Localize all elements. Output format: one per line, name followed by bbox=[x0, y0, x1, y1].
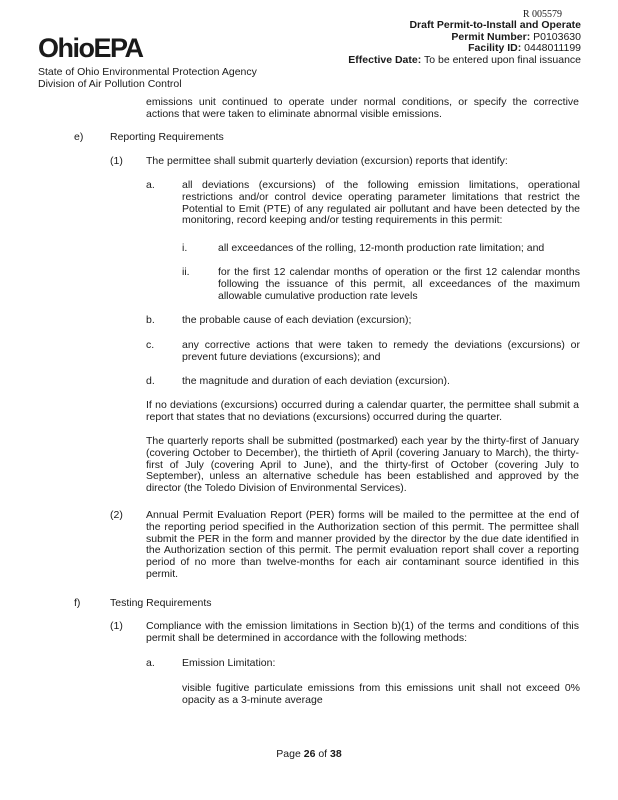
item-f1-label: (1) bbox=[110, 620, 123, 632]
effective-date-label: Effective Date: bbox=[348, 53, 422, 66]
quarterly-reports-paragraph: The quarterly reports shall be submitted (postmarked) each year by the thirty-first of January (covering October to December), the thirtieth of April (covering January to March), the thirty-first of July (covering April to June), and the thirty-first of October (covering July to September), unless an alternative schedule has been established and approved by the director (the Toledo Division of Environmental Services). bbox=[146, 435, 579, 495]
bates-number: R 005579 bbox=[522, 9, 562, 20]
ohio-epa-logo: OhioEPA bbox=[38, 33, 143, 63]
item-e2-text: Annual Permit Evaluation Report (PER) forms will be mailed to the permittee at the end of the reporting period specified in the Authorization section of this permit. The permittee shall submit the PER in the form and manner provided by the director by the due date identified in the Authorization section of this permit. The permit evaluation report shall cover a reporting period of no more than twelve-months for each air contaminant source identified in this permit. bbox=[146, 509, 579, 580]
permit-number-value: P0103630 bbox=[533, 30, 581, 43]
page-total: 38 bbox=[330, 748, 342, 760]
item-fa-title: Emission Limitation: bbox=[182, 657, 276, 669]
item-e2-label: (2) bbox=[110, 509, 123, 521]
effective-date-line bbox=[348, 55, 581, 67]
section-e-label: e) bbox=[74, 131, 84, 143]
intro-paragraph: emissions unit continued to operate under normal conditions, or specify the corrective actions that were taken to eliminate abnormal visible emissions. bbox=[146, 96, 579, 120]
page-footer bbox=[0, 748, 618, 760]
item-e1-label: (1) bbox=[110, 155, 123, 167]
facility-id-value: 0448011199 bbox=[524, 42, 581, 54]
item-b-label: b. bbox=[146, 314, 155, 326]
item-a-text: all deviations (excursions) of the following emission limitations, operational restrictions and/or control device operating parameter limitations that restrict the Potential to Emit (PTE) of any regulated air pollutant and have been detected by the monitoring, record keeping and/or testing requirements in this permit: bbox=[182, 179, 580, 227]
item-e1-text: The permittee shall submit quarterly deviation (excursion) reports that identify: bbox=[146, 155, 508, 167]
item-d-label: d. bbox=[146, 375, 155, 387]
item-f1-text: Compliance with the emission limitations in Section b)(1) of the terms and conditions of this permit shall be determined in accordance with the following methods: bbox=[146, 620, 579, 644]
section-f-title: Testing Requirements bbox=[110, 597, 212, 609]
permit-title: Draft Permit-to-Install and Operate bbox=[409, 19, 581, 31]
item-ii-label: ii. bbox=[182, 266, 190, 278]
item-d-text: the magnitude and duration of each deviation (excursion). bbox=[182, 375, 450, 387]
effective-date-value: To be entered upon final issuance bbox=[423, 53, 581, 66]
item-b-text: the probable cause of each deviation (excursion); bbox=[182, 314, 412, 326]
item-fa-text: visible fugitive particulate emissions from this emissions unit shall not exceed 0% opacity as a 3-minute average bbox=[182, 682, 580, 706]
agency-line-2: Division of Air Pollution Control bbox=[38, 78, 182, 90]
item-c-label: c. bbox=[146, 339, 155, 351]
agency-name bbox=[38, 66, 257, 90]
of-word: of bbox=[318, 748, 328, 760]
no-deviation-paragraph: If no deviations (excursions) occurred during a calendar quarter, the permittee shall submit a report that states that no deviations (excursions) occurred during the quarter. bbox=[146, 399, 579, 423]
section-f-label: f) bbox=[74, 597, 81, 609]
section-e-title: Reporting Requirements bbox=[110, 131, 224, 143]
permit-header bbox=[348, 20, 581, 66]
item-c-text: any corrective actions that were taken to remedy the deviations (excursions) or prevent future deviations (excursions); and bbox=[182, 339, 580, 363]
permit-number-label: Permit Number: bbox=[451, 30, 531, 43]
item-i-text: all exceedances of the rolling, 12-month production rate limitation; and bbox=[218, 242, 545, 254]
page-word: Page bbox=[276, 748, 301, 760]
page-number: 26 bbox=[303, 748, 316, 760]
item-ii-text: for the first 12 calendar months of operation or the first 12 calendar months following the issuance of this permit, all exceedances of the maximum allowable cumulative production rate levels bbox=[218, 266, 580, 302]
item-fa-label: a. bbox=[146, 657, 155, 669]
item-a-label: a. bbox=[146, 179, 155, 191]
facility-id-label: Facility ID: bbox=[468, 42, 522, 54]
item-i-label: i. bbox=[182, 242, 188, 254]
agency-line-1: State of Ohio Environmental Protection Agency bbox=[38, 66, 257, 78]
